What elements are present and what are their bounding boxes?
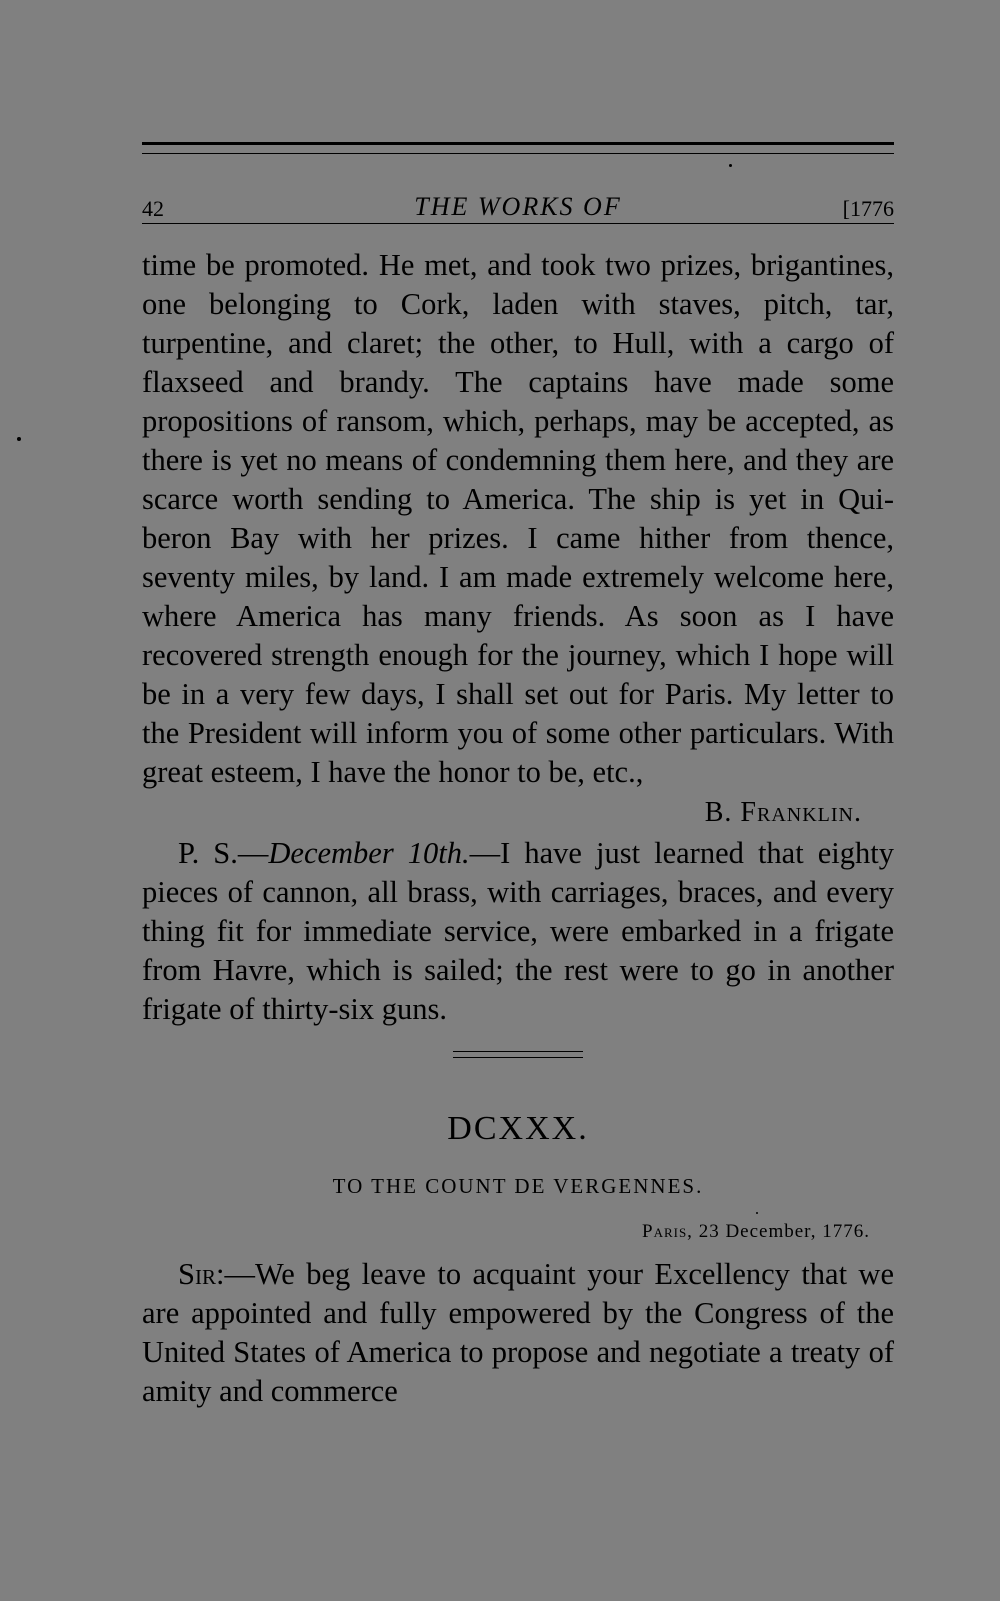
text-line: which, perhaps, may be accepted, as there is yet no	[142, 404, 895, 477]
text-line: time be promoted. He met, and took two prizes,	[142, 248, 742, 282]
text-line: welcome here, where America has many friends. As	[142, 560, 894, 633]
text-line: thence, seventy miles, by land. I am made extremely	[142, 521, 895, 594]
letter-number: DCXXX.	[447, 1110, 589, 1147]
separator-rule	[453, 1057, 583, 1058]
salutation: Sir	[178, 1257, 216, 1291]
running-head	[142, 158, 894, 221]
text-line: and negotiate a treaty of amity and commerce	[142, 1335, 895, 1408]
header-rule-bottom	[142, 223, 894, 224]
postscript	[142, 834, 894, 1029]
text-line: embarked in a frigate from Havre, which is sailed;	[142, 914, 895, 987]
postscript-date: December 10th.	[268, 836, 470, 870]
text-line: means of condemning them here, and they are scarce	[142, 443, 895, 516]
letter-addressee: TO THE COUNT DE VERGENNES.	[332, 1174, 704, 1198]
running-year: [1776	[842, 196, 894, 221]
text-line: We beg leave to acquaint your Excellency	[254, 1257, 790, 1291]
text-line: soon as I have recovered strength enough for the	[142, 599, 894, 672]
header-rule-top	[142, 142, 894, 145]
next-letter-body	[142, 1255, 894, 1411]
text-line: eighty pieces of cannon, all brass, with carriages,	[142, 836, 895, 909]
salutation-punct: :—	[215, 1257, 255, 1291]
header-rule-second	[142, 153, 894, 154]
signature: B. Franklin.	[704, 797, 862, 828]
text-line: worth sending to America. The ship is yet in Qui-	[232, 482, 894, 516]
postscript-prefix: P. S.—	[178, 836, 269, 870]
continued-letter-paragraph	[142, 246, 894, 792]
text-line: staves, pitch, tar, turpentine, and claret; the other,	[142, 287, 894, 360]
text-line: Congress of the United States of America to propose	[142, 1296, 894, 1369]
letter-dateline	[142, 1221, 894, 1243]
text-line: that we are appointed and fully empowered by the	[142, 1257, 894, 1330]
section-separator	[453, 1051, 583, 1058]
page-speck	[17, 437, 21, 441]
text-line: great esteem, I have the honor to be, etc.,	[142, 755, 644, 789]
postscript-paragraph	[142, 834, 894, 1029]
book-page	[142, 142, 894, 1411]
dateline-place: Paris,	[642, 1221, 693, 1242]
text-line: beron Bay with her prizes. I came hither from	[142, 521, 789, 555]
running-title: THE WORKS OF	[414, 192, 622, 221]
text-line: the rest were to go in another frigate of thirty-six	[142, 953, 894, 1026]
text-line: braces, and every thing fit for immediate service, were	[142, 875, 894, 948]
text-line: brigantines, one belonging to Cork, laden with	[142, 248, 895, 321]
text-line: to Hull, with a cargo of flaxseed and brandy. The	[142, 326, 895, 399]
separator-rule	[453, 1051, 583, 1052]
text-line: —I have just learned that	[469, 836, 804, 870]
text-line: journey, which I hope will be in a very few days, I	[142, 638, 894, 711]
page-number: 42	[142, 196, 164, 221]
text-line: shall set out for Paris. My letter to the President	[142, 677, 894, 750]
text-line: captains have made some propositions of ransom,	[142, 365, 894, 438]
text-line: guns.	[381, 992, 447, 1026]
next-letter-paragraph	[142, 1255, 894, 1411]
text-line: will inform you of some other particulars. With	[309, 716, 894, 750]
dateline-date: 23 December, 1776.	[698, 1221, 870, 1242]
continued-letter	[142, 246, 894, 792]
